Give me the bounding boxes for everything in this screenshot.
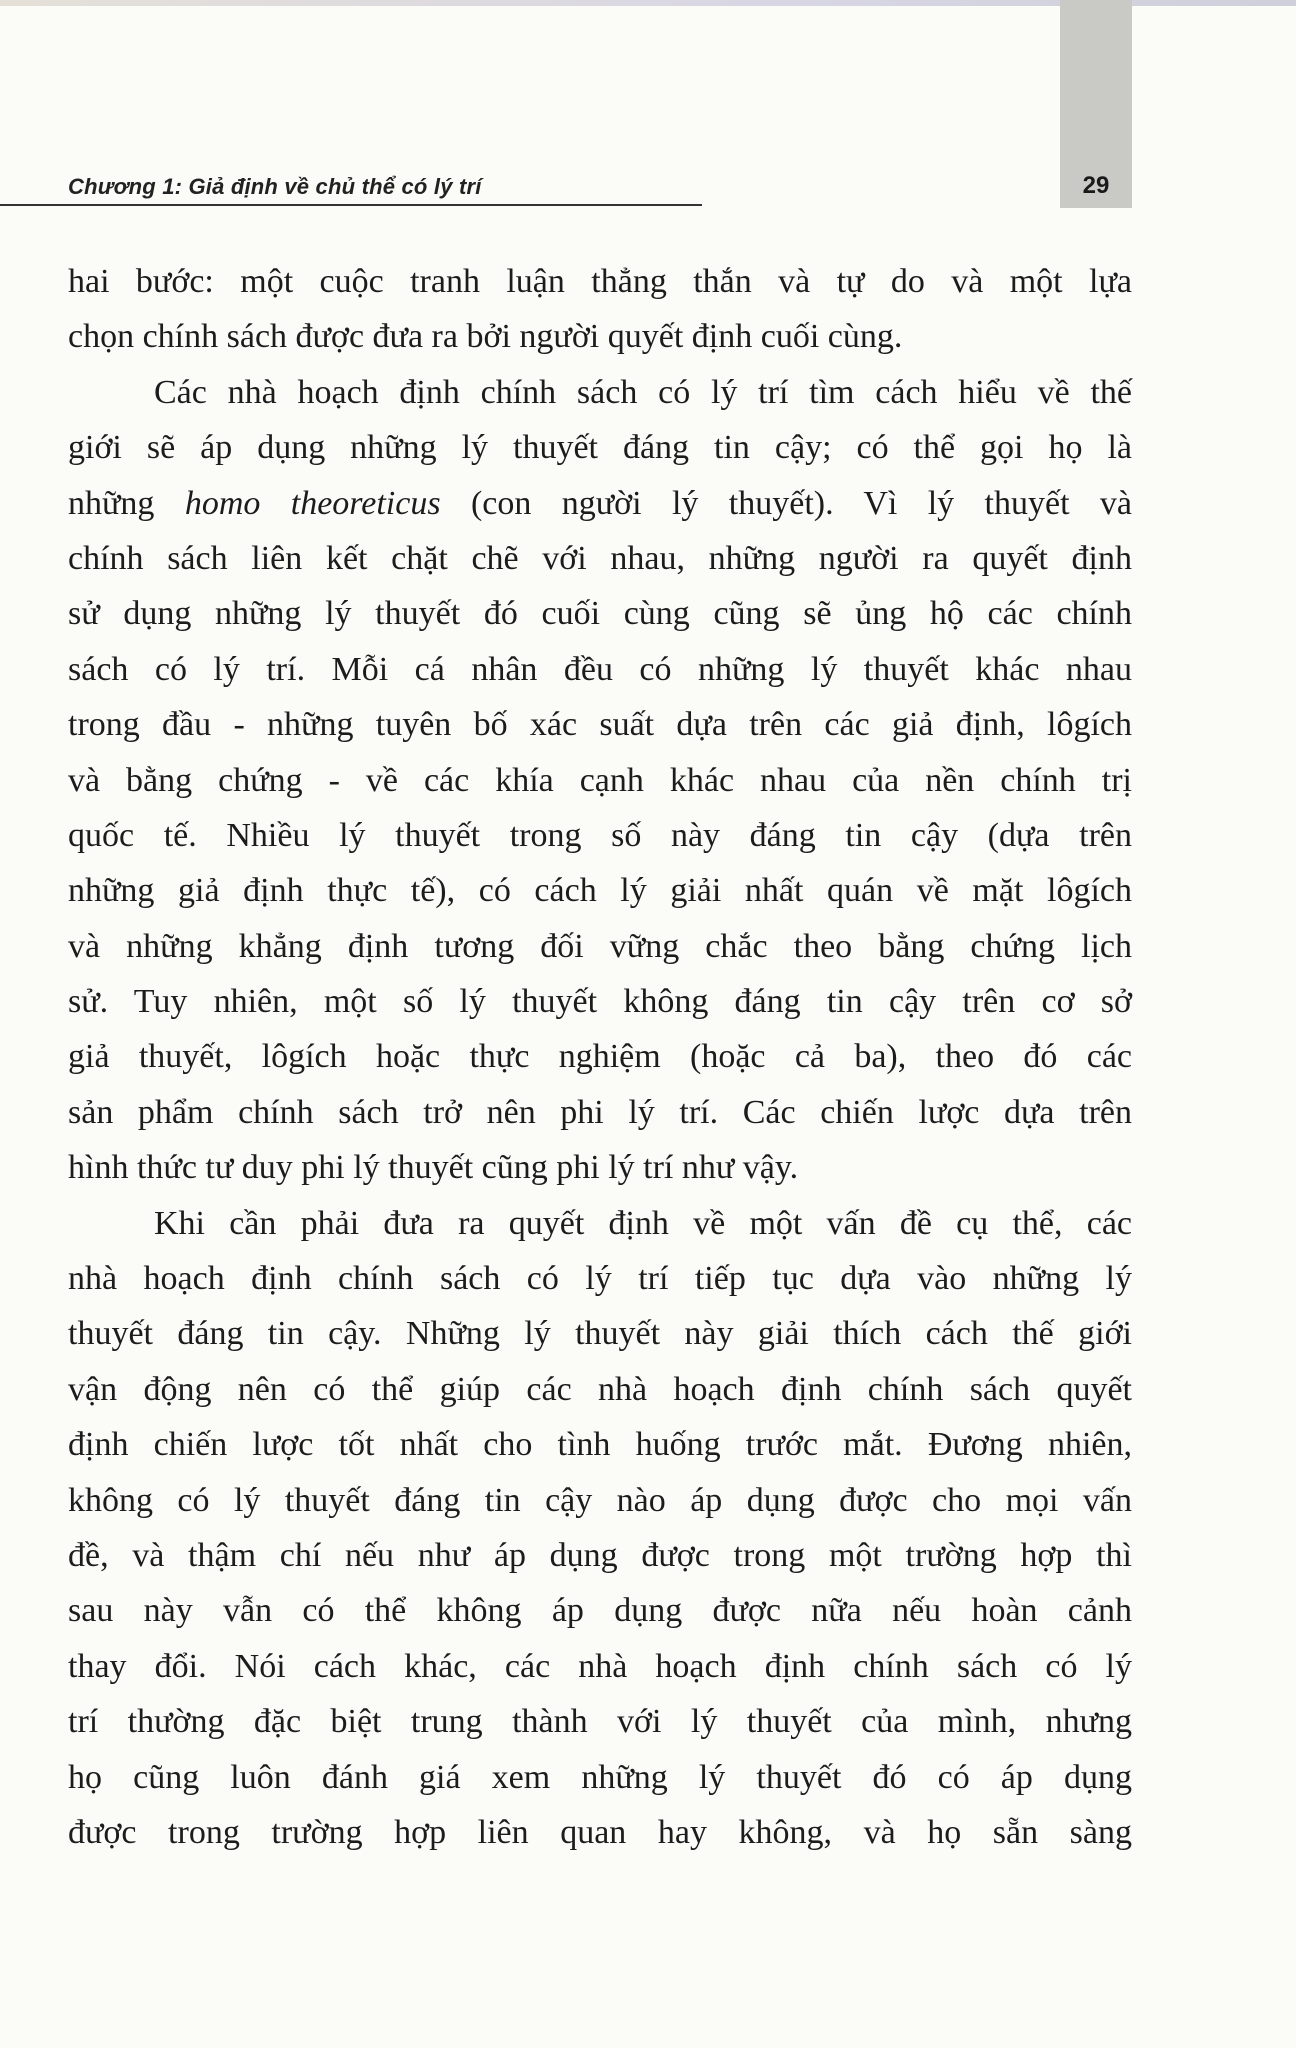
text-line: quốc tế. Nhiều lý thuyết trong số này đáng tin cậy (dựa trên	[68, 816, 1132, 854]
page-number: 29	[1082, 172, 1110, 199]
text-line: sau này vẫn có thể không áp dụng được nữa nếu hoàn cảnh	[68, 1592, 1132, 1630]
text-line: và bằng chứng - về các khía cạnh khác nhau của nền chính trị	[68, 761, 1132, 799]
text-line: vận động nên có thể giúp các nhà hoạch định chính sách quyết	[68, 1370, 1132, 1408]
text-line: được trong trường hợp liên quan hay không, và họ sẵn sàng	[68, 1813, 1132, 1851]
text-line: trong đầu - những tuyên bố xác suất dựa trên các giả định, lôgích	[68, 706, 1132, 744]
text-line: định chiến lược tốt nhất cho tình huống trước mắt. Đương nhiên,	[68, 1426, 1132, 1464]
text-line: trí thường đặc biệt trung thành với lý thuyết của mình, nhưng	[68, 1703, 1132, 1741]
page-header	[0, 172, 1296, 212]
text-line: không có lý thuyết đáng tin cậy nào áp dụng được cho mọi vấn	[68, 1481, 1132, 1519]
text-line: nhà hoạch định chính sách có lý trí tiếp tục dựa vào những lý	[68, 1260, 1132, 1298]
text-line: và những khẳng định tương đối vững chắc theo bằng chứng lịch	[68, 927, 1132, 965]
body-text	[68, 254, 1132, 1860]
header-rule	[0, 204, 702, 206]
text-fragment: những	[68, 484, 185, 522]
italic-term: homo theoreticus	[184, 484, 441, 522]
text-line: Các nhà hoạch định chính sách có lý trí tìm cách hiểu về thế	[154, 373, 1132, 411]
text-line: giả thuyết, lôgích hoặc thực nghiệm (hoặc cả ba), theo đó các	[68, 1038, 1132, 1076]
paragraph-2	[68, 365, 1132, 1196]
text-line: những giả định thực tế), có cách lý giải nhất quán về mặt lôgích	[68, 872, 1132, 910]
paragraph-3	[68, 1196, 1132, 1861]
text-line: sử. Tuy nhiên, một số lý thuyết không đáng tin cậy trên cơ sở	[68, 983, 1132, 1021]
text-line: sách có lý trí. Mỗi cá nhân đều có những lý thuyết khác nhau	[68, 650, 1132, 688]
text-line: hai bước: một cuộc tranh luận thẳng thắn và tự do và một lựa	[68, 263, 1132, 300]
text-line: chính sách liên kết chặt chẽ với nhau, những người ra quyết định	[68, 539, 1132, 577]
text-line-with-italic	[68, 476, 1132, 531]
text-line: sử dụng những lý thuyết đó cuối cùng cũng sẽ ủng hộ các chính	[68, 595, 1132, 633]
text-line: Khi cần phải đưa ra quyết định về một vấn đề cụ thể, các	[154, 1204, 1132, 1242]
text-fragment: (con người lý thuyết). Vì lý thuyết và	[440, 484, 1132, 522]
text-line: đề, và thậm chí nếu như áp dụng được trong một trường hợp thì	[68, 1536, 1132, 1574]
text-line: giới sẽ áp dụng những lý thuyết đáng tin cậy; có thể gọi họ là	[68, 429, 1132, 467]
text-line: hình thức tư duy phi lý thuyết cũng phi lý trí như vậy.	[68, 1149, 799, 1187]
running-head: Chương 1: Giả định về chủ thể có lý trí	[68, 174, 482, 199]
text-line: sản phẩm chính sách trở nên phi lý trí. Các chiến lược dựa trên	[68, 1093, 1132, 1131]
text-line: họ cũng luôn đánh giá xem những lý thuyết đó có áp dụng	[68, 1758, 1132, 1796]
text-line: thuyết đáng tin cậy. Những lý thuyết này giải thích cách thế giới	[68, 1315, 1132, 1353]
text-line: thay đổi. Nói cách khác, các nhà hoạch định chính sách có lý	[68, 1647, 1132, 1685]
paragraph-1	[68, 254, 1132, 365]
text-line: chọn chính sách được đưa ra bởi người quyết định cuối cùng.	[68, 318, 903, 356]
